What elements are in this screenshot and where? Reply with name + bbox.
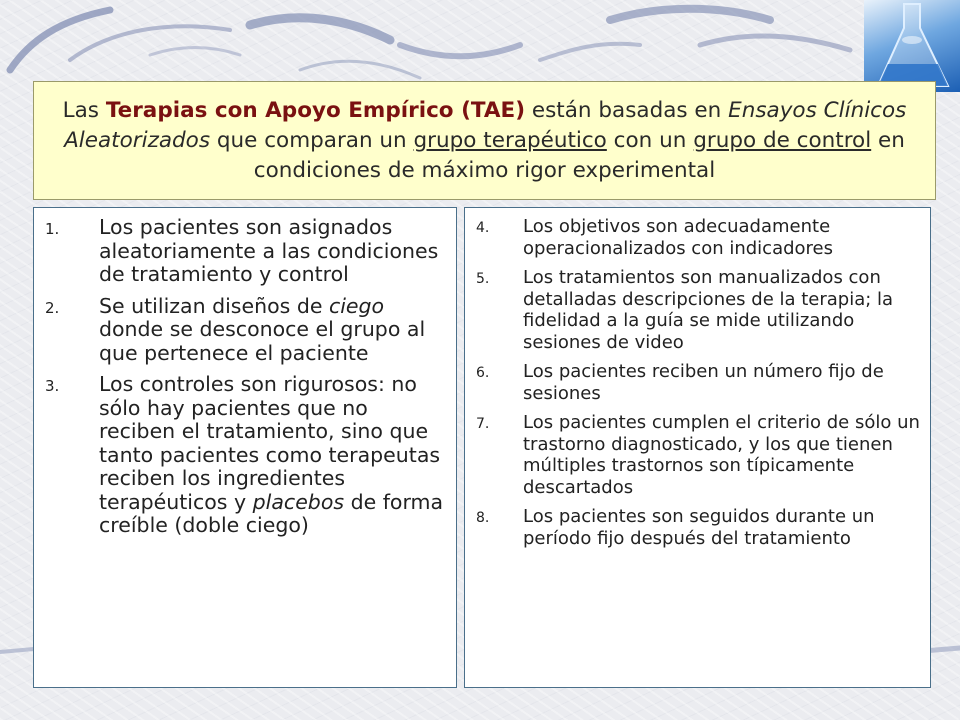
item-number: 8. (476, 510, 490, 526)
erlenmeyer-flask-icon (864, 0, 960, 92)
list-item (34, 216, 456, 287)
list-item (465, 412, 930, 498)
list-item (465, 267, 930, 353)
item-emphasis: placebos (252, 489, 345, 514)
list-item (465, 361, 930, 404)
left-column (33, 207, 457, 688)
item-number: 2. (45, 298, 60, 317)
item-emphasis: ciego (328, 293, 385, 318)
title-text-4: en condiciones de máximo rigor experimental (253, 127, 905, 183)
list-item (34, 373, 456, 538)
item-text: de forma creíble (doble ciego) (99, 489, 444, 537)
item-number: 6. (476, 365, 490, 381)
item-text: donde se desconoce el grupo al que pertenece el paciente (99, 317, 426, 365)
title-prefix: Las (62, 97, 106, 123)
right-column (464, 207, 931, 688)
item-text: Los objetivos son adecuadamente operacionalizados con indicadores (523, 216, 834, 259)
title-underline-2: grupo de control (693, 127, 872, 153)
decorative-swooshes (0, 0, 960, 90)
list-item (465, 506, 930, 549)
list-item (465, 216, 930, 259)
slide-title (44, 96, 925, 186)
title-box (33, 81, 936, 200)
item-number: 7. (476, 416, 490, 432)
title-underline-1: grupo terapéutico (413, 127, 607, 153)
item-text: Los pacientes son seguidos durante un período fijo después del tratamiento (523, 506, 875, 549)
item-text: Los controles son rigurosos: no sólo hay pacientes que no reciben el tratamiento, sino que tanto pacientes como terapeutas reciben los ingredientes terapéuticos y (99, 372, 441, 514)
title-highlight: Terapias con Apoyo Empírico (TAE) (105, 97, 526, 123)
title-emphasis: Ensayos Clínicos Aleatorizados (64, 97, 907, 153)
title-text-2: que comparan un (210, 127, 414, 153)
item-number: 3. (45, 377, 60, 395)
item-number: 5. (476, 271, 490, 287)
item-text: Los tratamientos son manualizados con detalladas descripciones de la terapia; la fidelidad a la guía se mide utilizando sesiones de video (523, 267, 894, 353)
item-text: Los pacientes son asignados aleatoriamente a las condiciones de tratamiento y control (99, 215, 439, 286)
title-text-3: con un (606, 127, 694, 153)
item-text: Los pacientes cumplen el criterio de sólo un trastorno diagnosticado, y los que tienen múltiples trastornos son típicamente descartados (523, 412, 920, 498)
item-number: 4. (476, 220, 490, 236)
item-text: Se utilizan diseños de (99, 293, 329, 318)
list-item (34, 295, 456, 366)
title-text-1: están basadas en (525, 97, 729, 123)
item-text: Los pacientes reciben un número fijo de sesiones (523, 361, 884, 404)
item-number: 1. (45, 220, 60, 238)
